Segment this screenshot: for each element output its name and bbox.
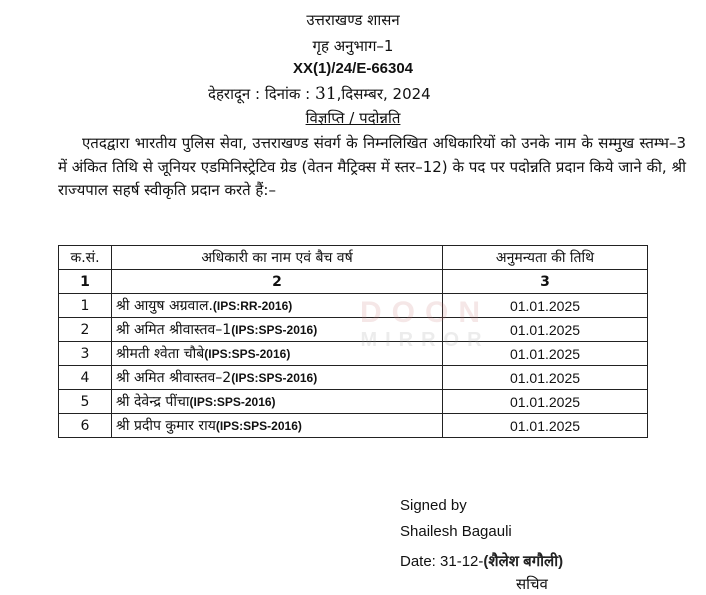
row-serial: 2 <box>59 318 112 342</box>
officer-batch: (IPS:SPS-2016) <box>231 371 318 385</box>
row-serial: 1 <box>59 294 112 318</box>
row-date: 01.01.2025 <box>443 414 648 438</box>
file-number: XX(1)/24/E-66304 <box>292 60 414 77</box>
row-officer <box>112 294 443 318</box>
signature-date-overwrite: (शैलेश बगौली) <box>483 553 564 570</box>
row-serial: 6 <box>59 414 112 438</box>
signature-date <box>400 551 563 571</box>
notification-body: एतदद्वारा भारतीय पुलिस सेवा, उत्तराखण्ड संवर्ग के निम्नलिखित अधिकारियों को उनके नाम के सम्मुख स्तम्भ–3 में अंकित तिथि से जूनियर एडमिनिस्ट्रेटिव ग्रेड (वेतन मैट्रिक्स में स्तर–12) के पद पर पदोन्नति प्रदान किये जाने की, श्री राज्यपाल सहर्ष स्वीकृति प्रदान करते हैं:– <box>58 134 686 199</box>
watermark-line1: DOON <box>360 296 490 329</box>
date-prefix: देहरादून : दिनांक : <box>208 85 311 103</box>
officer-batch: (IPS:RR-2016) <box>212 299 293 313</box>
row-officer <box>112 366 443 390</box>
column-number: 1 <box>59 270 112 294</box>
officer-batch: (IPS:SPS-2016) <box>215 419 302 433</box>
header-serial: क.सं. <box>59 246 112 270</box>
officer-batch: (IPS:SPS-2016) <box>231 323 318 337</box>
officer-batch: (IPS:SPS-2016) <box>204 347 291 361</box>
table-row <box>59 366 648 390</box>
row-serial: 4 <box>59 366 112 390</box>
watermark-line2: MIRROR <box>360 329 490 351</box>
row-serial: 3 <box>59 342 112 366</box>
government-title: उत्तराखण्ड शासन <box>306 11 400 29</box>
row-date: 01.01.2025 <box>443 342 648 366</box>
header-officer-name: अधिकारी का नाम एवं बैच वर्ष <box>112 246 443 270</box>
officer-name: श्री अमित श्रीवास्तव–2 <box>116 370 232 386</box>
row-officer <box>112 342 443 366</box>
table-row <box>59 294 648 318</box>
column-number: 3 <box>443 270 648 294</box>
row-date: 01.01.2025 <box>443 390 648 414</box>
officer-name: श्री देवेन्द्र पींचा <box>116 394 190 410</box>
row-serial: 5 <box>59 390 112 414</box>
column-number: 2 <box>112 270 443 294</box>
signed-by-label: Signed by <box>400 497 467 514</box>
table-row <box>59 342 648 366</box>
table-row <box>59 414 648 438</box>
row-officer <box>112 318 443 342</box>
subject-text: विज्ञप्ति / पदोन्नति <box>305 109 401 127</box>
row-officer <box>112 414 443 438</box>
officer-name: श्री अमित श्रीवास्तव–1 <box>116 322 232 338</box>
row-date: 01.01.2025 <box>443 294 648 318</box>
table-row <box>59 390 648 414</box>
officer-name: श्री आयुष अग्रवाल. <box>116 298 213 314</box>
signature-date-prefix: Date: 31-12- <box>400 553 484 570</box>
promotion-table <box>58 245 648 438</box>
column-number-row <box>59 270 648 294</box>
officer-batch: (IPS:SPS-2016) <box>189 395 276 409</box>
officer-name: श्री प्रदीप कुमार राय <box>116 418 216 434</box>
header-eligibility-date: अनुमन्यता की तिथि <box>443 246 648 270</box>
signer-name: Shailesh Bagauli <box>400 523 512 540</box>
table-row <box>59 318 648 342</box>
department-name: गृह अनुभाग–1 <box>312 37 394 55</box>
table-header-row <box>59 246 648 270</box>
date-rest: ,दिसम्बर, 2024 <box>336 85 431 103</box>
officer-name: श्रीमती श्वेता चौबे <box>116 346 205 362</box>
row-officer <box>112 390 443 414</box>
subject-heading <box>0 108 706 128</box>
row-date: 01.01.2025 <box>443 318 648 342</box>
date-line <box>208 84 431 104</box>
date-day: 31 <box>315 84 337 104</box>
designation: सचिव <box>516 575 548 593</box>
row-date: 01.01.2025 <box>443 366 648 390</box>
